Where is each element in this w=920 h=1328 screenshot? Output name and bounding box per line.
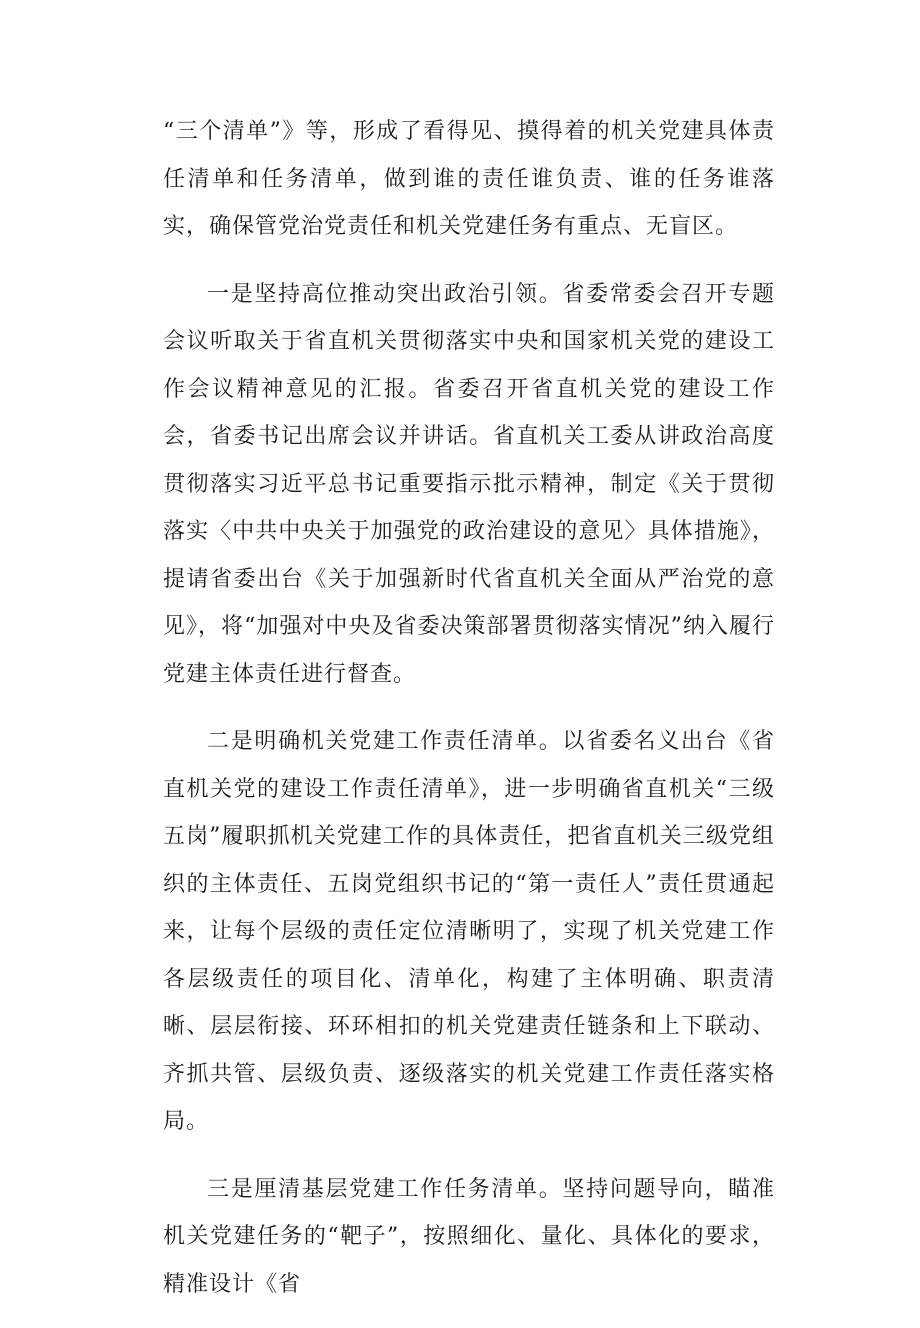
- paragraph-political-leadership: 一是坚持高位推动突出政治引领。省委常委会召开专题会议听取关于省直机关贯彻落实中央和国家机关党的建设工作会议精神意见的汇报。省委召开省直机关党的建设工作会，省委书记出席会议并讲话。省直机关工委从讲政治高度贯彻落实习近平总书记重要指示批示精神，制定《关于贯彻落实〈中共中央关于加强党的政治建设的意见〉具体措施》，提请省委出台《关于加强新时代省直机关全面从严治党的意见》，将“加强对中央及省委决策部署贯彻落实情况”纳入履行党建主体责任进行督查。: [163, 281, 775, 687]
- paragraph-responsibility-list: 二是明确机关党建工作责任清单。以省委名义出台《省直机关党的建设工作责任清单》，进一步明确省直机关“三级五岗”履职抓机关党建工作的具体责任，把省直机关三级党组织的主体责任、五岗党组织书记的“第一责任人”责任贯通起来，让每个层级的责任定位清晰明了，实现了机关党建工作各层级责任的项目化、清单化，构建了主体明确、职责清晰、层层衔接、环环相扣的机关党建责任链条和上下联动、齐抓共管、层级负责、逐级落实的机关党建工作责任落实格局。: [163, 729, 775, 1134]
- paragraph-task-list: 三是厘清基层党建工作任务清单。坚持问题导向，瞄准机关党建任务的“靶子”，按照细化、量化、具体化的要求，精准设计《省: [163, 1176, 775, 1297]
- paragraph-continuation: “三个清单”》等，形成了看得见、摸得着的机关党建具体责任清单和任务清单，做到谁的责任谁负责、谁的任务谁落实，确保管党治党责任和机关党建任务有重点、无盲区。: [163, 119, 775, 239]
- document-body: [163, 108, 775, 1328]
